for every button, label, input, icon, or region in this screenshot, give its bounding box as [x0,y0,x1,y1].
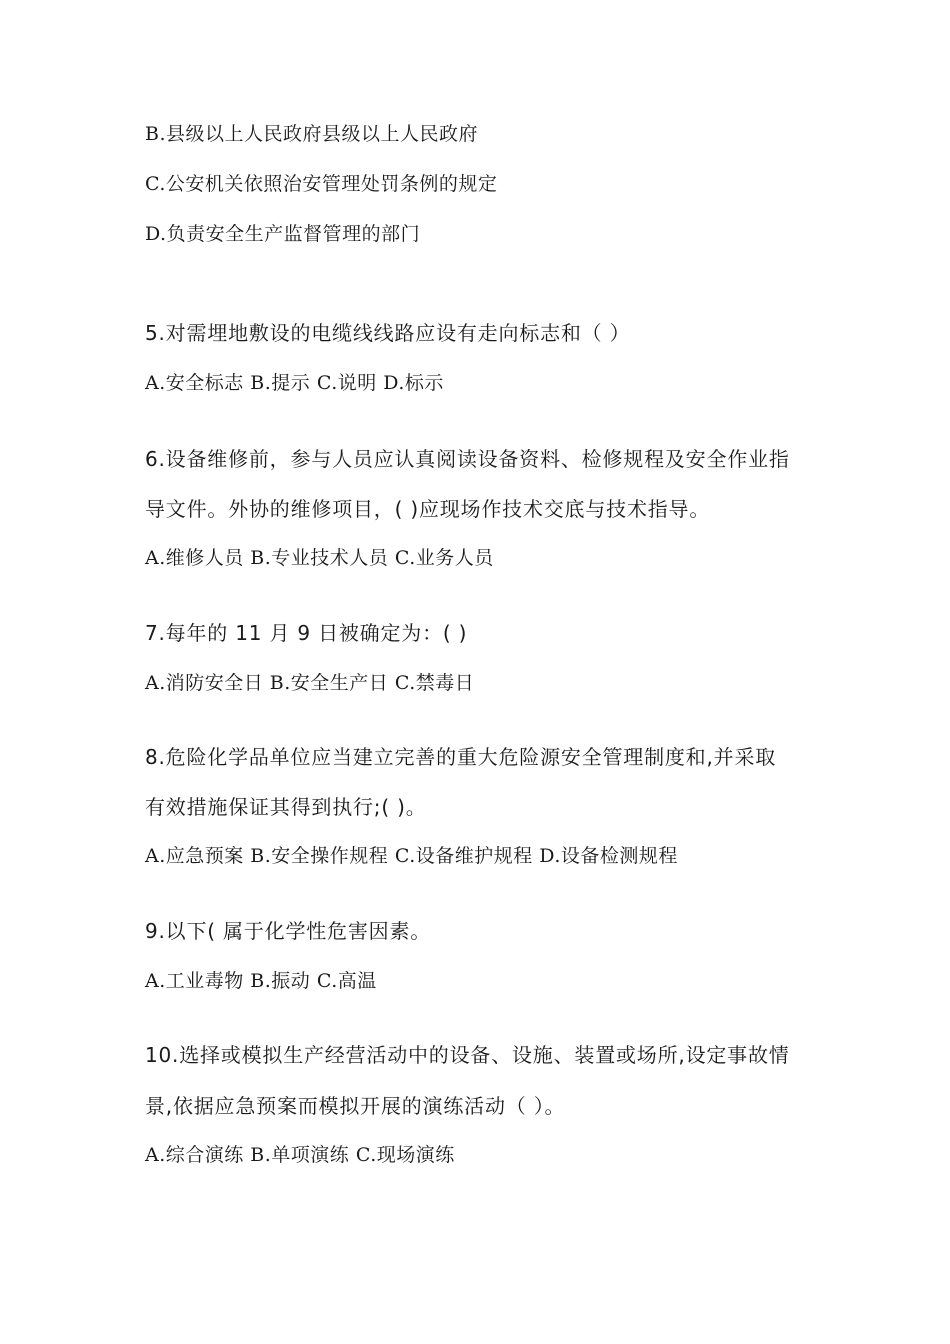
question-10-text-line-2: 景,依据应急预案而模拟开展的演练活动（ ）。 [145,1094,566,1118]
question-6-text-line-1: 6.设备维修前，参与人员应认真阅读设备资料、检修规程及安全作业指 [145,447,790,471]
question-5-options: A.安全标志 B.提示 C.说明 D.标示 [145,372,444,394]
question-8-text-line-2: 有效措施保证其得到执行;( )。 [145,795,427,819]
question-4-option-b: B.县级以上人民政府县级以上人民政府 [145,123,479,145]
question-10-options: A.综合演练 B.单项演练 C.现场演练 [145,1144,455,1166]
question-5-text: 5.对需埋地敷设的电缆线线路应设有走向标志和（ ） [145,321,631,345]
question-7-options: A.消防安全日 B.安全生产日 C.禁毒日 [145,672,475,694]
question-6-text-line-2: 导文件。外协的维修项目，( )应现场作技术交底与技术指导。 [145,497,711,521]
question-9-options: A.工业毒物 B.振动 C.高温 [145,970,377,992]
question-8-text-line-1: 8.危险化学品单位应当建立完善的重大危险源安全管理制度和,并采取 [145,745,777,769]
question-4-option-d: D.负责安全生产监督管理的部门 [145,223,421,245]
question-6-options: A.维修人员 B.专业技术人员 C.业务人员 [145,547,494,569]
question-9-text: 9.以下( 属于化学性危害因素。 [145,919,432,943]
question-10-text-line-1: 10.选择或模拟生产经营活动中的设备、设施、装置或场所,设定事故情 [145,1043,790,1067]
question-7-text: 7.每年的 11 月 9 日被确定为：( ) [145,621,468,645]
question-8-options: A.应急预案 B.安全操作规程 C.设备维护规程 D.设备检测规程 [145,845,678,867]
question-4-option-c: C.公安机关依照治安管理处罚条例的规定 [145,173,498,195]
